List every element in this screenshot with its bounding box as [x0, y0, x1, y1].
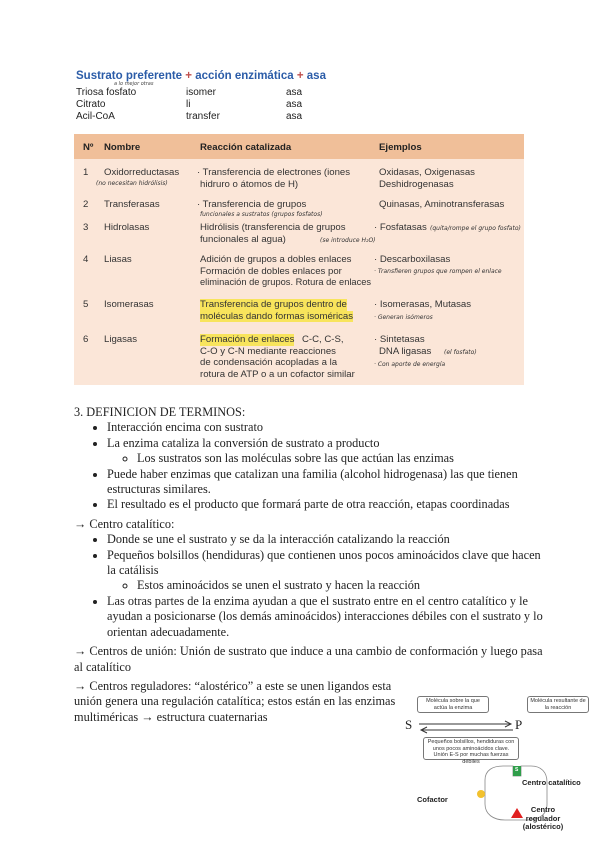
substrate-symbol: S — [405, 717, 413, 732]
example-line: · Isomerasas, Mutasas — [374, 299, 472, 310]
equilibrium-arrows — [417, 720, 515, 734]
row-number: 6 — [83, 334, 89, 345]
substrate-small-label: S — [515, 767, 519, 773]
example-line: Quinasas, Aminotransferasas — [379, 199, 505, 210]
cofactor-dot — [477, 790, 485, 798]
list-item: • Donde se une el sustrato y se da la interacción catalizando la reacción — [107, 532, 544, 547]
class-name: Hidrolasas — [104, 222, 150, 233]
product-callout: Molécula resultante de la reacción — [527, 696, 589, 713]
example-action: li — [186, 99, 191, 110]
list-item-text: Pequeños bolsillos (hendiduras) que contienen unos pocos aminoácidos clave que hacen la catálisis — [107, 547, 541, 578]
sub-list — [107, 578, 544, 593]
header-number: Nº — [83, 142, 94, 153]
reaction-line: Adición de grupos a dobles enlaces — [200, 254, 352, 265]
class-name: Transferasas — [104, 199, 160, 210]
handwritten-note: (quita/rompe el grupo fosfato) — [430, 225, 521, 232]
reaction-line: Formación de dobles enlaces por — [200, 265, 342, 277]
header-reaction: Reacción catalizada — [200, 142, 292, 153]
row-number: 2 — [83, 199, 89, 210]
row-number: 3 — [83, 222, 89, 233]
class-name: Ligasas — [104, 334, 138, 345]
section-title: 3. DEFINICION DE TERMINOS: — [74, 405, 246, 419]
pockets-callout: Pequeños bolsillos, hendiduras con unos pocos aminoácidos clave. Unión E-S por muchas fuerzas débiles — [423, 737, 519, 760]
sub-list-item: ◦ Estos aminoácidos se unen el sustrato y hacen la reacción — [137, 578, 544, 593]
example-line: Deshidrogenasas — [379, 178, 454, 190]
example-suffix: asa — [286, 87, 303, 98]
naming-example-row — [76, 87, 406, 99]
reaction-line: eliminación de grupos. Rotura de enlaces — [200, 277, 372, 287]
catalytic-center-title: → Centro catalítico: — [74, 516, 175, 531]
reaction-line: C-O y C-N mediante reacciones — [200, 345, 336, 357]
handwritten-note: · Con aporte de energía — [374, 361, 446, 368]
reaction-line: · Transferencia de electrones (iones — [197, 167, 351, 178]
binding-centers-paragraph: → Centros de unión: Unión de sustrato que induce a una cambio de conformación y luego pasa al catalítico — [74, 644, 543, 674]
example-action: transfer — [186, 111, 220, 122]
example-substrate: Acil-CoA — [76, 111, 115, 122]
handwritten-note: (se introduce H₂O) — [320, 237, 376, 244]
example-line: · Descarboxilasas — [374, 254, 451, 265]
substrate-naming-header — [76, 70, 406, 123]
naming-example-row — [76, 111, 406, 123]
table-header — [74, 134, 524, 159]
regulatory-centers-paragraph: → Centros reguladores: “alostérico” a este se unen ligandos esta unión genera una regulación catalítica; estos están en las enzimas multiméricas → estructura cuaternarias — [74, 678, 396, 724]
reaction-line: de condensación acopladas a la — [200, 357, 338, 368]
substrate-callout: Molécula sobre la que actúa la enzima — [417, 696, 489, 713]
list-item: • Interacción encima con sustrato — [107, 420, 544, 435]
enzyme-classes-table — [74, 134, 524, 385]
class-name: Isomerasas — [104, 299, 154, 310]
example-substrate: Citrato — [76, 99, 106, 110]
class-name: Liasas — [104, 254, 132, 265]
example-line: Oxidasas, Oxigenasas — [379, 167, 475, 178]
example-action: isomer — [186, 87, 217, 98]
list-item — [107, 436, 544, 467]
list-item — [107, 548, 544, 594]
definitions-list — [74, 420, 544, 512]
catalytic-center-label: Centro catalítico — [522, 778, 581, 787]
list-item: • El resultado es el producto que formará parte de otra reacción, etapas coordinadas — [107, 497, 544, 512]
handwritten-note: (no necesitan hidrólisis) — [96, 180, 168, 187]
list-item: • Puede haber enzimas que catalizan una familia (alcohol hidrogenasa) las que tienen estructuras similares. — [107, 467, 544, 498]
enzyme-diagram — [405, 690, 600, 830]
title-part-action: acción enzimática — [195, 70, 294, 82]
reaction-line-highlighted: Transferencia de grupos dentro de — [200, 299, 347, 310]
class-name: Oxidorreductasas — [104, 167, 180, 178]
handwritten-note: (el fosfato) — [444, 349, 477, 356]
example-line: · Fosfatasas — [374, 222, 427, 233]
handwritten-note: a lo mejor otras — [114, 81, 154, 87]
reaction-line-highlighted: Formación de enlaces — [200, 334, 295, 345]
product-symbol: P — [515, 717, 523, 732]
example-substrate: Triosa fosfato — [76, 87, 137, 98]
naming-example-row — [76, 99, 406, 111]
reaction-line: rotura de ATP o a un cofactor similar — [200, 368, 355, 380]
list-item: • Las otras partes de la enzima ayudan a que el sustrato entre en el centro catalítico y le ayudan a posicionarse (los demás aminoácidos) interacciones débiles con el sustrato y lo orientan adecuadamente. — [107, 594, 544, 640]
reaction-line: · Transferencia de grupos — [197, 199, 307, 210]
plus-sign: + — [185, 70, 193, 82]
example-suffix: asa — [286, 111, 303, 122]
reaction-line: Hidrólisis (transferencia de grupos — [200, 222, 346, 233]
cofactor-label: Cofactor — [417, 795, 448, 804]
example-line: · Sintetasas — [374, 334, 425, 345]
reaction-line-highlighted: moléculas dando formas isoméricas — [200, 310, 354, 322]
handwritten-note: · Generan isómeros — [374, 314, 433, 321]
row-number: 4 — [83, 254, 89, 265]
regulator-center-label: Centro regulador (alostérico) — [522, 805, 564, 831]
row-number: 1 — [83, 167, 89, 178]
header-examples: Ejemplos — [379, 142, 422, 153]
sub-list — [107, 451, 544, 466]
handwritten-note: funcionales a sustratos (grupos fosfatos) — [200, 211, 323, 218]
title-part-substrate: Sustrato preferente — [76, 70, 183, 82]
catalytic-center-list — [74, 532, 544, 640]
example-line: DNA ligasas — [379, 345, 432, 357]
plus-sign: + — [296, 70, 304, 82]
reaction-line: hidruro o átomos de H) — [200, 178, 299, 190]
sub-list-item: ◦ Los sustratos son las moléculas sobre las que actúan las enzimas — [137, 451, 544, 466]
header-name: Nombre — [104, 142, 141, 153]
reaction-line: funcionales al agua) — [200, 233, 286, 245]
title-part-suffix: asa — [306, 70, 326, 82]
reaction-line: C-C, C-S, — [302, 334, 344, 345]
row-number: 5 — [83, 299, 89, 310]
definitions-section — [74, 405, 544, 725]
handwritten-note: · Transfieren grupos que rompen el enlace — [374, 268, 502, 275]
example-suffix: asa — [286, 99, 303, 110]
list-item-text: La enzima cataliza la conversión de sustrato a producto — [107, 435, 380, 450]
